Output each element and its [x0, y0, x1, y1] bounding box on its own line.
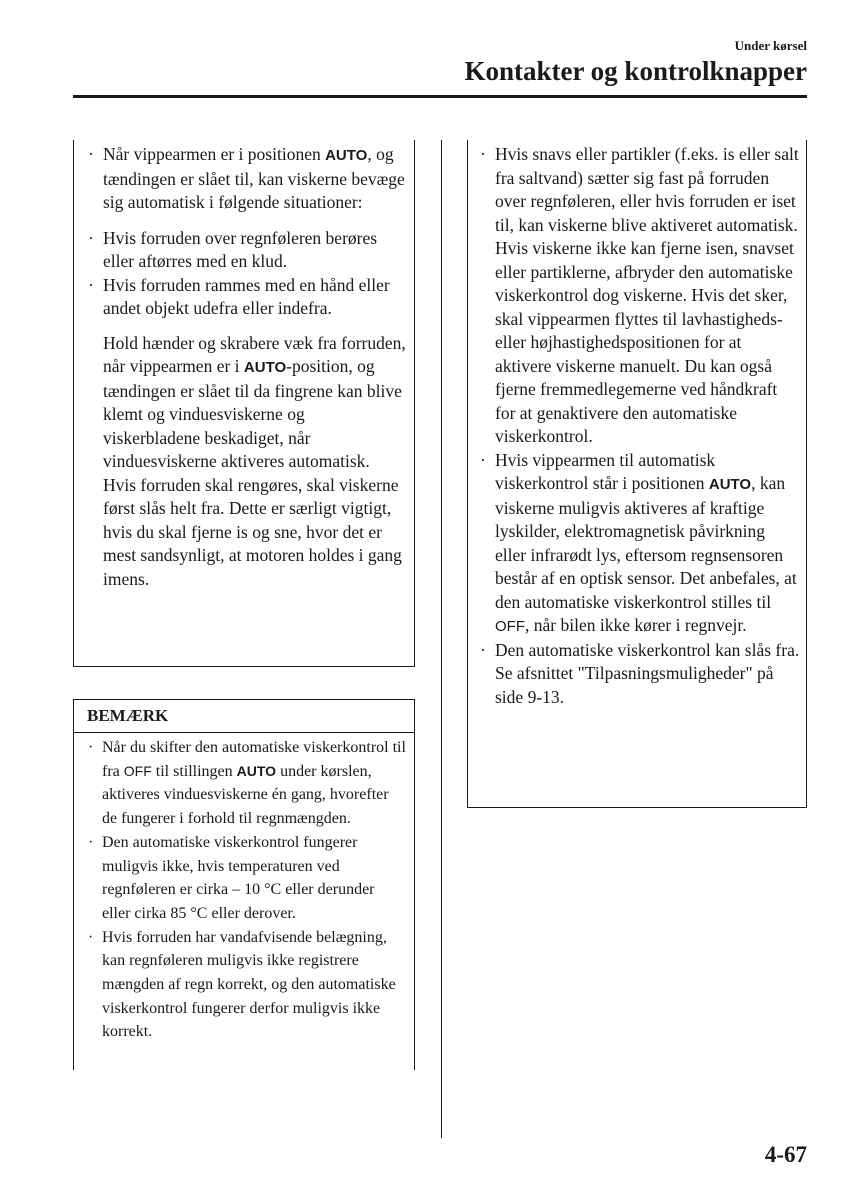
auto-term: AUTO [243, 359, 287, 376]
sub-bullet-1: · Hvis forruden over regnføleren berøres eller aftørres med en klud. [88, 227, 406, 274]
page-title: Kontakter og kontrolknapper [464, 56, 807, 86]
auto-term: AUTO [708, 476, 752, 493]
column-divider [441, 140, 442, 1138]
auto-term: AUTO [325, 147, 368, 164]
note-bullet-2: · Den automatiske viskerkontrol fungerer muligvis ikke, hvis temperaturen ved regnføleren er cirka – 10 °C eller derunder eller cirka 85 °C eller derover. [88, 831, 406, 926]
caution-text-left [88, 143, 406, 591]
bullet-auto-position: · Når vippearmen er i positionen AUTO, og tændingen er slået til, kan viskerne bevæge sig automatisk i følgende situationer: [88, 143, 406, 215]
header-rule [73, 95, 807, 98]
note-box [73, 699, 415, 1070]
note-bullet-1: · Når du skifter den automatiske viskerkontrol til fra OFF til stillingen AUTO under kørslen, aktiveres vinduesviskerne én gang, hvorefter de fungerer i forhold til regnmængden. [88, 736, 406, 831]
section-label: Under kørsel [734, 38, 807, 53]
bullet-disable: · Den automatiske viskerkontrol kan slås fra. [480, 639, 800, 663]
sub-bullet-2: · Hvis forruden rammes med en hånd eller andet objekt udefra eller indefra. [88, 274, 406, 321]
cross-reference: Se afsnittet "Tilpasningsmuligheder" på side 9-13. [495, 663, 774, 707]
off-term: OFF [495, 618, 525, 635]
bullet-light-interference: · Hvis vippearmen til automatisk viskerkontrol står i positionen AUTO, kan viskerne muligvis aktiveres af kraftige lyskilder, elektromagnetisk påvirkning eller infrarødt lys, eftersom regnsensoren består af en optisk sensor. Det anbefales, at den automatiske viskerkontrol stilles til OFF, når bilen ikke kører i regnvejr. [480, 449, 800, 639]
note-bullet-3: · Hvis forruden har vandafvisende belægning, kan regnføleren muligvis ikke registrere mængden af regn korrekt, og den automatiske viskerkontrol fungerer derfor muligvis ikke korrekt. [88, 926, 406, 1045]
caution-paragraph-2: Hvis forruden skal rengøres, skal viskerne først slås helt fra. Dette er særligt vigtigt, hvis du skal fjerne is og sne, hvor det er mest sandsynligt, at motoren holdes i gang imens. [103, 474, 402, 589]
caution-paragraph-1: Hold hænder og skrabere væk fra forruden, når vippearmen er i AUTO-position, og tændingen er slået til da fingrene kan blive klemt og vinduesviskerne og viskerbladene beskadiget, når vinduesviskerne aktiveres automatisk. [103, 332, 406, 471]
page-number: 4-67 [764, 1142, 807, 1167]
bullet-dirt-particles: · Hvis snavs eller partikler (f.eks. is eller salt fra saltvand) sætter sig fast på forruden over regnføleren, eller hvis forruden er iset til, kan viskerne blive aktiveret automatisk. Hvis viskerne ikke kan fjerne isen, snavset eller partiklerne, afbryder den automatiske viskerkontrol dog viskerne. Hvis det sker, skal vippearmen flyttes til lavhastigheds- eller højhastighedspositionen for at aktivere viskerne manuelt. Du kan også fjerne fremmedlegemerne ved håndkraft for at genaktivere den automatiske viskerkontrol. [480, 143, 800, 449]
caution-text-right [480, 143, 800, 709]
auto-term: AUTO [236, 762, 277, 779]
note-body [74, 733, 414, 1044]
off-term: OFF [123, 762, 152, 779]
note-heading: BEMÆRK [74, 700, 414, 733]
